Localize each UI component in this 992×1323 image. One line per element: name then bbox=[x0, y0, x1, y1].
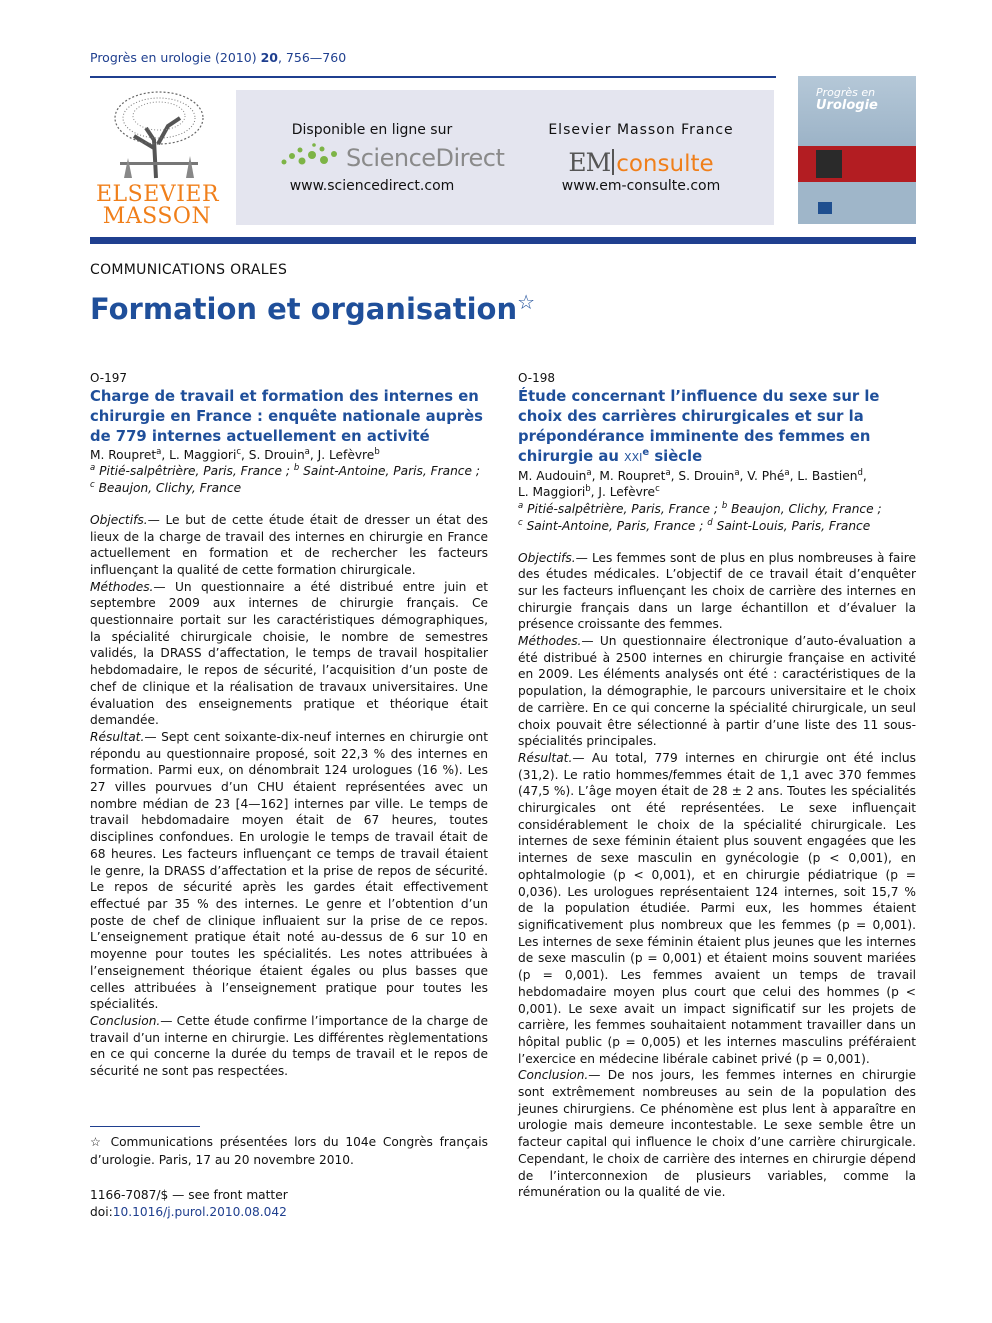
tree-icon bbox=[110, 88, 208, 180]
footnote-text: Communications présentées lors du 104e Congrès français d’urologie. Paris, 17 au 20 novembre 2010. bbox=[90, 1135, 489, 1167]
abstract-id: O-197 bbox=[90, 371, 128, 385]
abstract-O-198 bbox=[518, 370, 916, 1201]
abstract-title: Charge de travail et formation des internes en chirurgie en France : enquête nationale auprès de 779 internes actuellement en activité bbox=[90, 387, 483, 445]
abstract-section: Résultat.— Sept cent soixante-dix-neuf internes en chirurgie ont répondu au questionnaire proposé, soit 22,3 % des internes en formation. Parmi eux, on dénombrait 124 urologues (16 %). Les 27 villes pourvues d’un CHU étaient représentées avec un nombre médian de 23 [4—162] internes par ville. Le temps de travail hebdomadaire moyen était de 67 heures, toutes disciplines confondues. En urologie le temps de travail était de 68 heures. Les facteurs influençant ce temps de travail étaient le genre, la DRASS d’affectation et la prise de repos de sécurité. Le repos de sécurité après les gardes était effectivement effectué par 35 % des internes. Le genre et l’obtention d’un poste de chef de clinique influaient sur la prise de ce repos. L’enseignement pratique était noté au-dessus de 6 sur 10 en moyenne pour toutes les spécialités. Les notes attribuées à l’enseignement théorique étaient égales ou plus basses que celles attribuées à l’enseignement pratique pour toutes les spécialités. bbox=[90, 729, 489, 1012]
abstract-id: O-198 bbox=[518, 371, 556, 385]
abstract-section: Méthodes.— Un questionnaire électronique d’auto-évaluation a été distribué à 2500 internes en chirurgie française en activité en 2009. Les éléments analysés ont été : caractéristiques de la population, la démographie, le parcours universitaire et le choix de carrière. En ce qui concerne la spécialité chirurgicale, un seul choix pouvait être sélectionné à partir d’une liste des 11 sous-spécialités principales. bbox=[518, 634, 917, 749]
abstract-section: Conclusion.— De nos jours, les femmes internes en chirurgie sont extrêmement nombreuses au sein de la population des jeunes chirurgiens. Ce phénomène est plus lent à apparaître en urologie mais demeure incontestable. Le sexe semble être un facteur capital qui influence le choix d’une carrière chirurgicale. Cependant, le choix de carrière des internes en chirurgie dépend de l’interconnexion de plusieurs variables, comme la rémunération ou la qualité de vie. bbox=[518, 1068, 916, 1200]
emconsulte-block[interactable] bbox=[508, 90, 774, 225]
cover-badge-icon bbox=[818, 202, 832, 214]
journal-pages: , 756—760 bbox=[277, 50, 347, 65]
em-caption: Elsevier Masson France bbox=[548, 122, 734, 138]
title-star-icon: ☆ bbox=[517, 290, 536, 314]
abstract-section: Méthodes.— Un questionnaire a été distribué entre juin et septembre 2009 aux internes de chirurgie français. Ce questionnaire portait sur les caractéristiques démographiques, la spécialité chirurgicale choisie, le nombre de semestres validés, la DRASS d’affectation, le temps de travail hospitalier hebdomadaire, le repos de sécurité, l’acquisition d’un poste de chef de clinique et la réalisation de travaux universitaires. Une évaluation des enseignements pratique et théorique était demandée. bbox=[90, 579, 489, 728]
abstract-section: Résultat.— Au total, 779 internes en chirurgie ont été inclus (31,2). Le ratio hommes/femmes était de 1,1 avec 370 femmes (47,5 %). L’âge moyen était de 28 ± 2 ans. Toutes les spécialités chirurgicales ont été représentées. Le sexe influençait considérablement le choix de la spécialité chirurgicale. Les internes de sexe féminin étaient plus souvent engagées que les internes de sexe masculin en gynécologie (p < 0,001), en ophtalmologie (p < 0,001), et en chirurgie pédiatrique (p = 0,036). Les urologues représentaient 124 internes, soit 15,7 % de la population étudiée. Parmi eux, les hommes étaient significativement plus nombreux que les femmes (p = 0,001). Les internes de sexe féminin étaient plus jeunes que les internes de sexe masculin (p = 0,001) et étaient moins souvent mariées (p = 0,001). Les femmes avaient un temps de travail hebdomadaire moyen plus court que celui des hommes (p < 0,001). Le sexe avait un impact significatif sur les projets de carrière, les femmes souhaitaient notamment travailler dans un hôpital public (p = 0,005) et les internes masculins préféraient l’exercice en médecine libérale cabinet privé (p = 0,001). bbox=[518, 750, 916, 1066]
header-rule bbox=[90, 76, 776, 78]
cover-photo bbox=[816, 150, 842, 178]
issn-line: 1166-7087/$ — see front matter bbox=[90, 1188, 288, 1202]
footnote-rule bbox=[90, 1126, 200, 1127]
journal-name: Progrès en urologie (2010) bbox=[90, 50, 257, 65]
abstract-section: Conclusion.— Cette étude confirme l’importance de la charge de travail d’un interne en chirurgie. Les différentes règlementations en ce qui concerne la durée du temps de travail et le repos de sécurité ne sont pas respectées. bbox=[90, 1013, 489, 1079]
affiliations: $^a$ Pitié-salpêtrière, Paris, France ; $^b$ Saint-Antoine, Paris, France ; $^c$ Beaujon, Clichy, France bbox=[90, 463, 480, 496]
availability-banner bbox=[236, 90, 774, 225]
emconsulte-url[interactable]: www.em-consulte.com bbox=[561, 178, 721, 194]
abstract-body bbox=[518, 550, 916, 1201]
abstract-section: Objectifs.— Le but de cette étude était de dresser un état des lieux de la charge de travail des internes en chirurgie en France actuellement en formation et de rechercher les facteurs influençant la qualité de cette formation chirurgicale. bbox=[90, 512, 488, 577]
author-list: M. Audouin$^a$, M. Roupret$^a$, S. Drouin$^a$, V. Phé$^a$, L. Bastien$^d$, L. Maggiori$^b$, J. Lefèvre$^c$ bbox=[518, 467, 867, 500]
journal-cover bbox=[798, 76, 916, 224]
doi-link[interactable]: 10.1016/j.purol.2010.08.042 bbox=[112, 1205, 287, 1219]
sciencedirect-wordmark: ScienceDirect bbox=[346, 144, 505, 172]
author-list: M. Roupret$^a$, L. Maggiori$^c$, S. Drouin$^a$, J. Lefèvre$^b$ bbox=[90, 446, 380, 462]
sciencedirect-dots-icon bbox=[278, 142, 338, 168]
section-label: COMMUNICATIONS ORALES bbox=[90, 262, 288, 278]
abstract-body bbox=[90, 512, 488, 1080]
cover-title-line-1: Progrès en bbox=[816, 86, 876, 99]
sciencedirect-url[interactable]: www.sciencedirect.com bbox=[289, 178, 455, 194]
footnote bbox=[90, 1133, 488, 1169]
title-rule bbox=[90, 237, 916, 244]
emconsulte-wordmark: EM consulte bbox=[568, 148, 714, 177]
footnote-star-icon: ☆ bbox=[90, 1135, 104, 1149]
logo-line-2: MASSON bbox=[102, 204, 212, 229]
sciencedirect-block[interactable] bbox=[236, 90, 508, 225]
abstract-title: Étude concernant l’influence du sexe sur le choix des carrières chirurgicales et sur la prépondérance imminente des femmes en chirurgie au XXIe siècle bbox=[518, 387, 880, 465]
abstract-section: Objectifs.— Les femmes sont de plus en plus nombreuses à faire des études médicales. L’objectif de ce travail était d’enquêter sur les facteurs influençant les choix de carrière des internes en chirurgie français dans un large échantillon et d’évaluer la présence croissante des femmes. bbox=[518, 550, 917, 632]
doi-label: doi: bbox=[90, 1205, 113, 1219]
page-title: Formation et organisation☆ bbox=[90, 290, 536, 326]
cover-title-line-2: Urologie bbox=[816, 98, 878, 113]
journal-citation bbox=[90, 50, 346, 65]
issn-block bbox=[90, 1187, 288, 1221]
logo-line-1: ELSEVIER bbox=[96, 182, 220, 207]
abstract-O-197 bbox=[90, 370, 488, 1080]
journal-volume: 20 bbox=[260, 50, 278, 65]
affiliations: $^a$ Pitié-salpêtrière, Paris, France ; $^b$ Beaujon, Clichy, France ; $^c$ Saint-Antoine, Paris, France ; $^d$ Saint-Louis, Paris, France bbox=[518, 501, 882, 533]
elsevier-masson-logo bbox=[96, 88, 220, 229]
sd-caption: Disponible en ligne sur bbox=[291, 122, 453, 138]
